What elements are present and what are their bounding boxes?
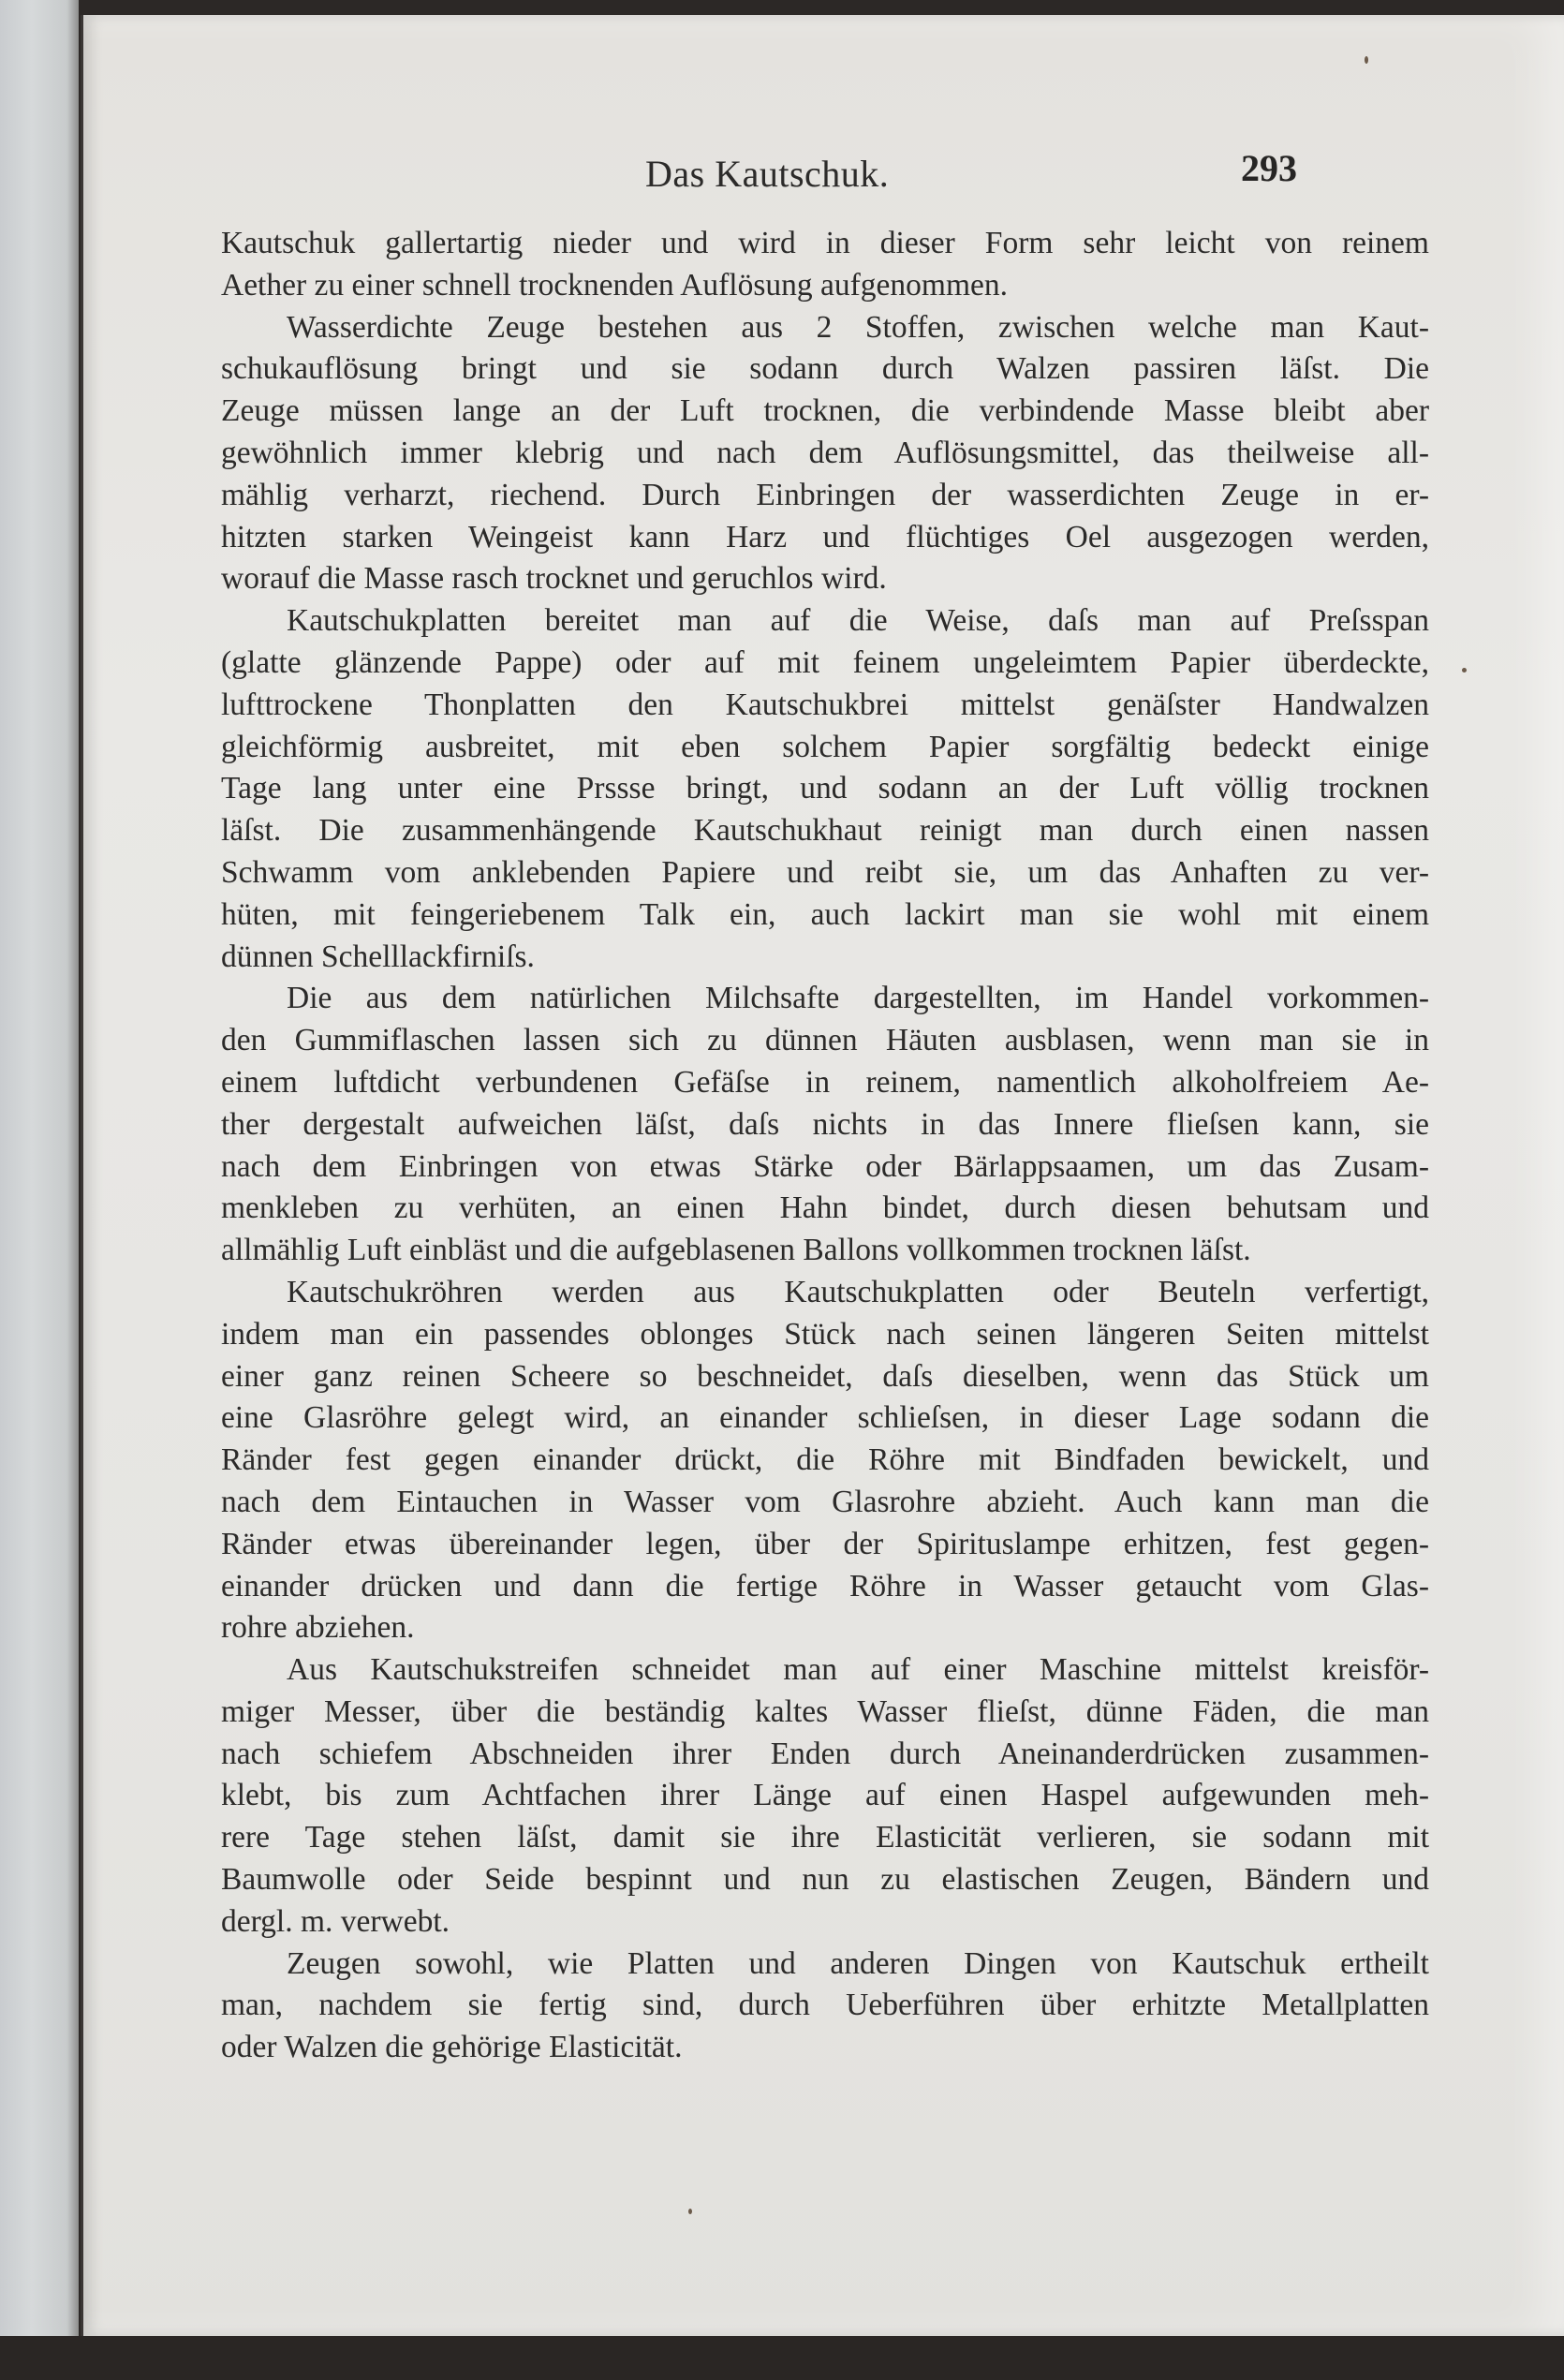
text-line: rohre abziehen.	[221, 1610, 415, 1646]
text-line: Tage lang unter eine Prssse bringt, und sodann an der Luft völlig trocknen	[221, 771, 1429, 806]
left-page-edge	[0, 0, 79, 2356]
text-line: läſst. Die zusammenhängende Kautschukhaut reinigt man durch einen nassen	[221, 813, 1429, 849]
text-line: klebt, bis zum Achtfachen ihrer Länge auf einen Haspel aufgewunden meh-	[221, 1778, 1429, 1813]
text-line: Kautschukplatten bereitet man auf die Weise, daſs man auf Preſsspan	[287, 603, 1429, 639]
paragraph	[221, 1944, 1429, 2069]
text-line: oder Walzen die gehörige Elasticität.	[221, 2030, 683, 2065]
text-line: ther dergestalt aufweichen läſst, daſs nichts in das Innere flieſsen kann, sie	[221, 1106, 1429, 1142]
text-line: den Gummiflaschen lassen sich zu dünnen Häuten ausblasen, wenn man sie in	[221, 1023, 1429, 1058]
text-line: dergl. m. verwebt.	[221, 1903, 450, 1939]
text-line: mählig verharzt, riechend. Durch Einbringen der wasserdichten Zeuge in er-	[221, 477, 1429, 512]
book-page	[81, 15, 1564, 2336]
paper-speck	[1365, 56, 1368, 64]
text-line: Kautschuk gallertartig nieder und wird in dieser Form sehr leicht von reinem	[221, 226, 1429, 260]
text-line: schukauflösung bringt und sie sodann durch Walzen passiren läſst. Die	[221, 351, 1429, 387]
text-line: Ränder fest gegen einander drückt, die Röhre mit Bindfaden bewickelt, und	[221, 1442, 1429, 1478]
text-line: gewöhnlich immer klebrig und nach dem Auflösungsmittel, das theilweise all-	[221, 435, 1429, 470]
paragraph	[221, 1649, 1429, 1944]
text-line: Aether zu einer schnell trocknenden Auflösung aufgenommen.	[221, 267, 1009, 303]
text-line: Ränder etwas übereinander legen, über der Spirituslampe erhitzen, fest gegen-	[221, 1526, 1429, 1561]
text-line: Die aus dem natürlichen Milchsafte dargestellten, im Handel vorkommen-	[287, 981, 1429, 1016]
paper-speck	[688, 2209, 692, 2214]
paragraph	[221, 1272, 1429, 1649]
text-line: nach schiefem Abschneiden ihrer Enden durch Aneinanderdrücken zusammen-	[221, 1736, 1429, 1771]
body-text	[221, 223, 1429, 2069]
text-line: lufttrockene Thonplatten den Kautschukbrei mittelst genäſster Handwalzen	[221, 687, 1429, 722]
text-line: indem man ein passendes oblonges Stück nach seinen längeren Seiten mittelst	[221, 1316, 1429, 1352]
text-line: gleichförmig ausbreitet, mit eben solchem Papier sorgfältig bedeckt einige	[221, 729, 1429, 764]
text-line: einem luftdicht verbundenen Gefäſse in reinem, namentlich alkoholfreiem Ae-	[221, 1064, 1429, 1100]
text-line: Wasserdichte Zeuge bestehen aus 2 Stoffen, zwischen welche man Kaut-	[287, 309, 1429, 345]
text-line: allmählig Luft einbläst und die aufgeblasenen Ballons vollkommen trocknen läſst.	[221, 1233, 1251, 1268]
paragraph	[221, 978, 1429, 1272]
text-line: eine Glasröhre gelegt wird, an einander schlieſsen, in dieser Lage sodann die	[221, 1400, 1429, 1436]
paragraph	[221, 223, 1429, 307]
paragraph	[221, 307, 1429, 601]
page-header	[83, 146, 1564, 202]
text-line: hüten, mit feingeriebenem Talk ein, auch lackirt man sie wohl mit einem	[221, 896, 1429, 932]
text-line: (glatte glänzende Pappe) oder auf mit feinem ungeleimtem Papier überdeckte,	[221, 644, 1429, 680]
text-line: nach dem Eintauchen in Wasser vom Glasrohre abzieht. Auch kann man die	[221, 1484, 1429, 1519]
text-line: worauf die Masse rasch trocknet und geruchlos wird.	[221, 561, 887, 597]
text-line: Baumwolle oder Seide bespinnt und nun zu elastischen Zeugen, Bändern und	[221, 1862, 1429, 1898]
text-line: Kautschukröhren werden aus Kautschukplatten oder Beuteln verfertigt,	[287, 1274, 1429, 1309]
text-line: hitzten starken Weingeist kann Harz und flüchtiges Oel ausgezogen werden,	[221, 519, 1429, 554]
text-line: menkleben zu verhüten, an einen Hahn bindet, durch diesen behutsam und	[221, 1190, 1429, 1226]
text-line: rere Tage stehen läſst, damit sie ihre Elasticität verlieren, sie sodann mit	[221, 1820, 1429, 1855]
paper-speck	[1462, 668, 1467, 673]
page-number: 293	[1241, 147, 1297, 189]
text-line: Zeugen sowohl, wie Platten und anderen Dingen von Kautschuk ertheilt	[287, 1945, 1429, 1981]
text-line: man, nachdem sie fertig sind, durch Ueberführen über erhitzte Metallplatten	[221, 1988, 1429, 2023]
text-line: nach dem Einbringen von etwas Stärke oder Bärlappsaamen, um das Zusam-	[221, 1148, 1429, 1184]
text-line: Aus Kautschukstreifen schneidet man auf einer Maschine mittelst kreisför-	[287, 1652, 1429, 1688]
text-line: dünnen Schelllackfirniſs.	[221, 939, 535, 974]
scan-background	[0, 2336, 1564, 2380]
text-line: miger Messer, über die beständig kaltes Wasser flieſst, dünne Fäden, die man	[221, 1693, 1429, 1729]
running-title: Das Kautschuk.	[645, 153, 890, 195]
text-line: Zeuge müssen lange an der Luft trocknen, die verbindende Masse bleibt aber	[221, 393, 1429, 429]
paragraph	[221, 600, 1429, 978]
text-line: einander drücken und dann die fertige Röhre in Wasser getaucht vom Glas-	[221, 1568, 1429, 1604]
text-line: Schwamm vom anklebenden Papiere und reibt sie, um das Anhaften zu ver-	[221, 854, 1429, 890]
text-line: einer ganz reinen Scheere so beschneidet, daſs dieselben, wenn das Stück um	[221, 1358, 1429, 1394]
